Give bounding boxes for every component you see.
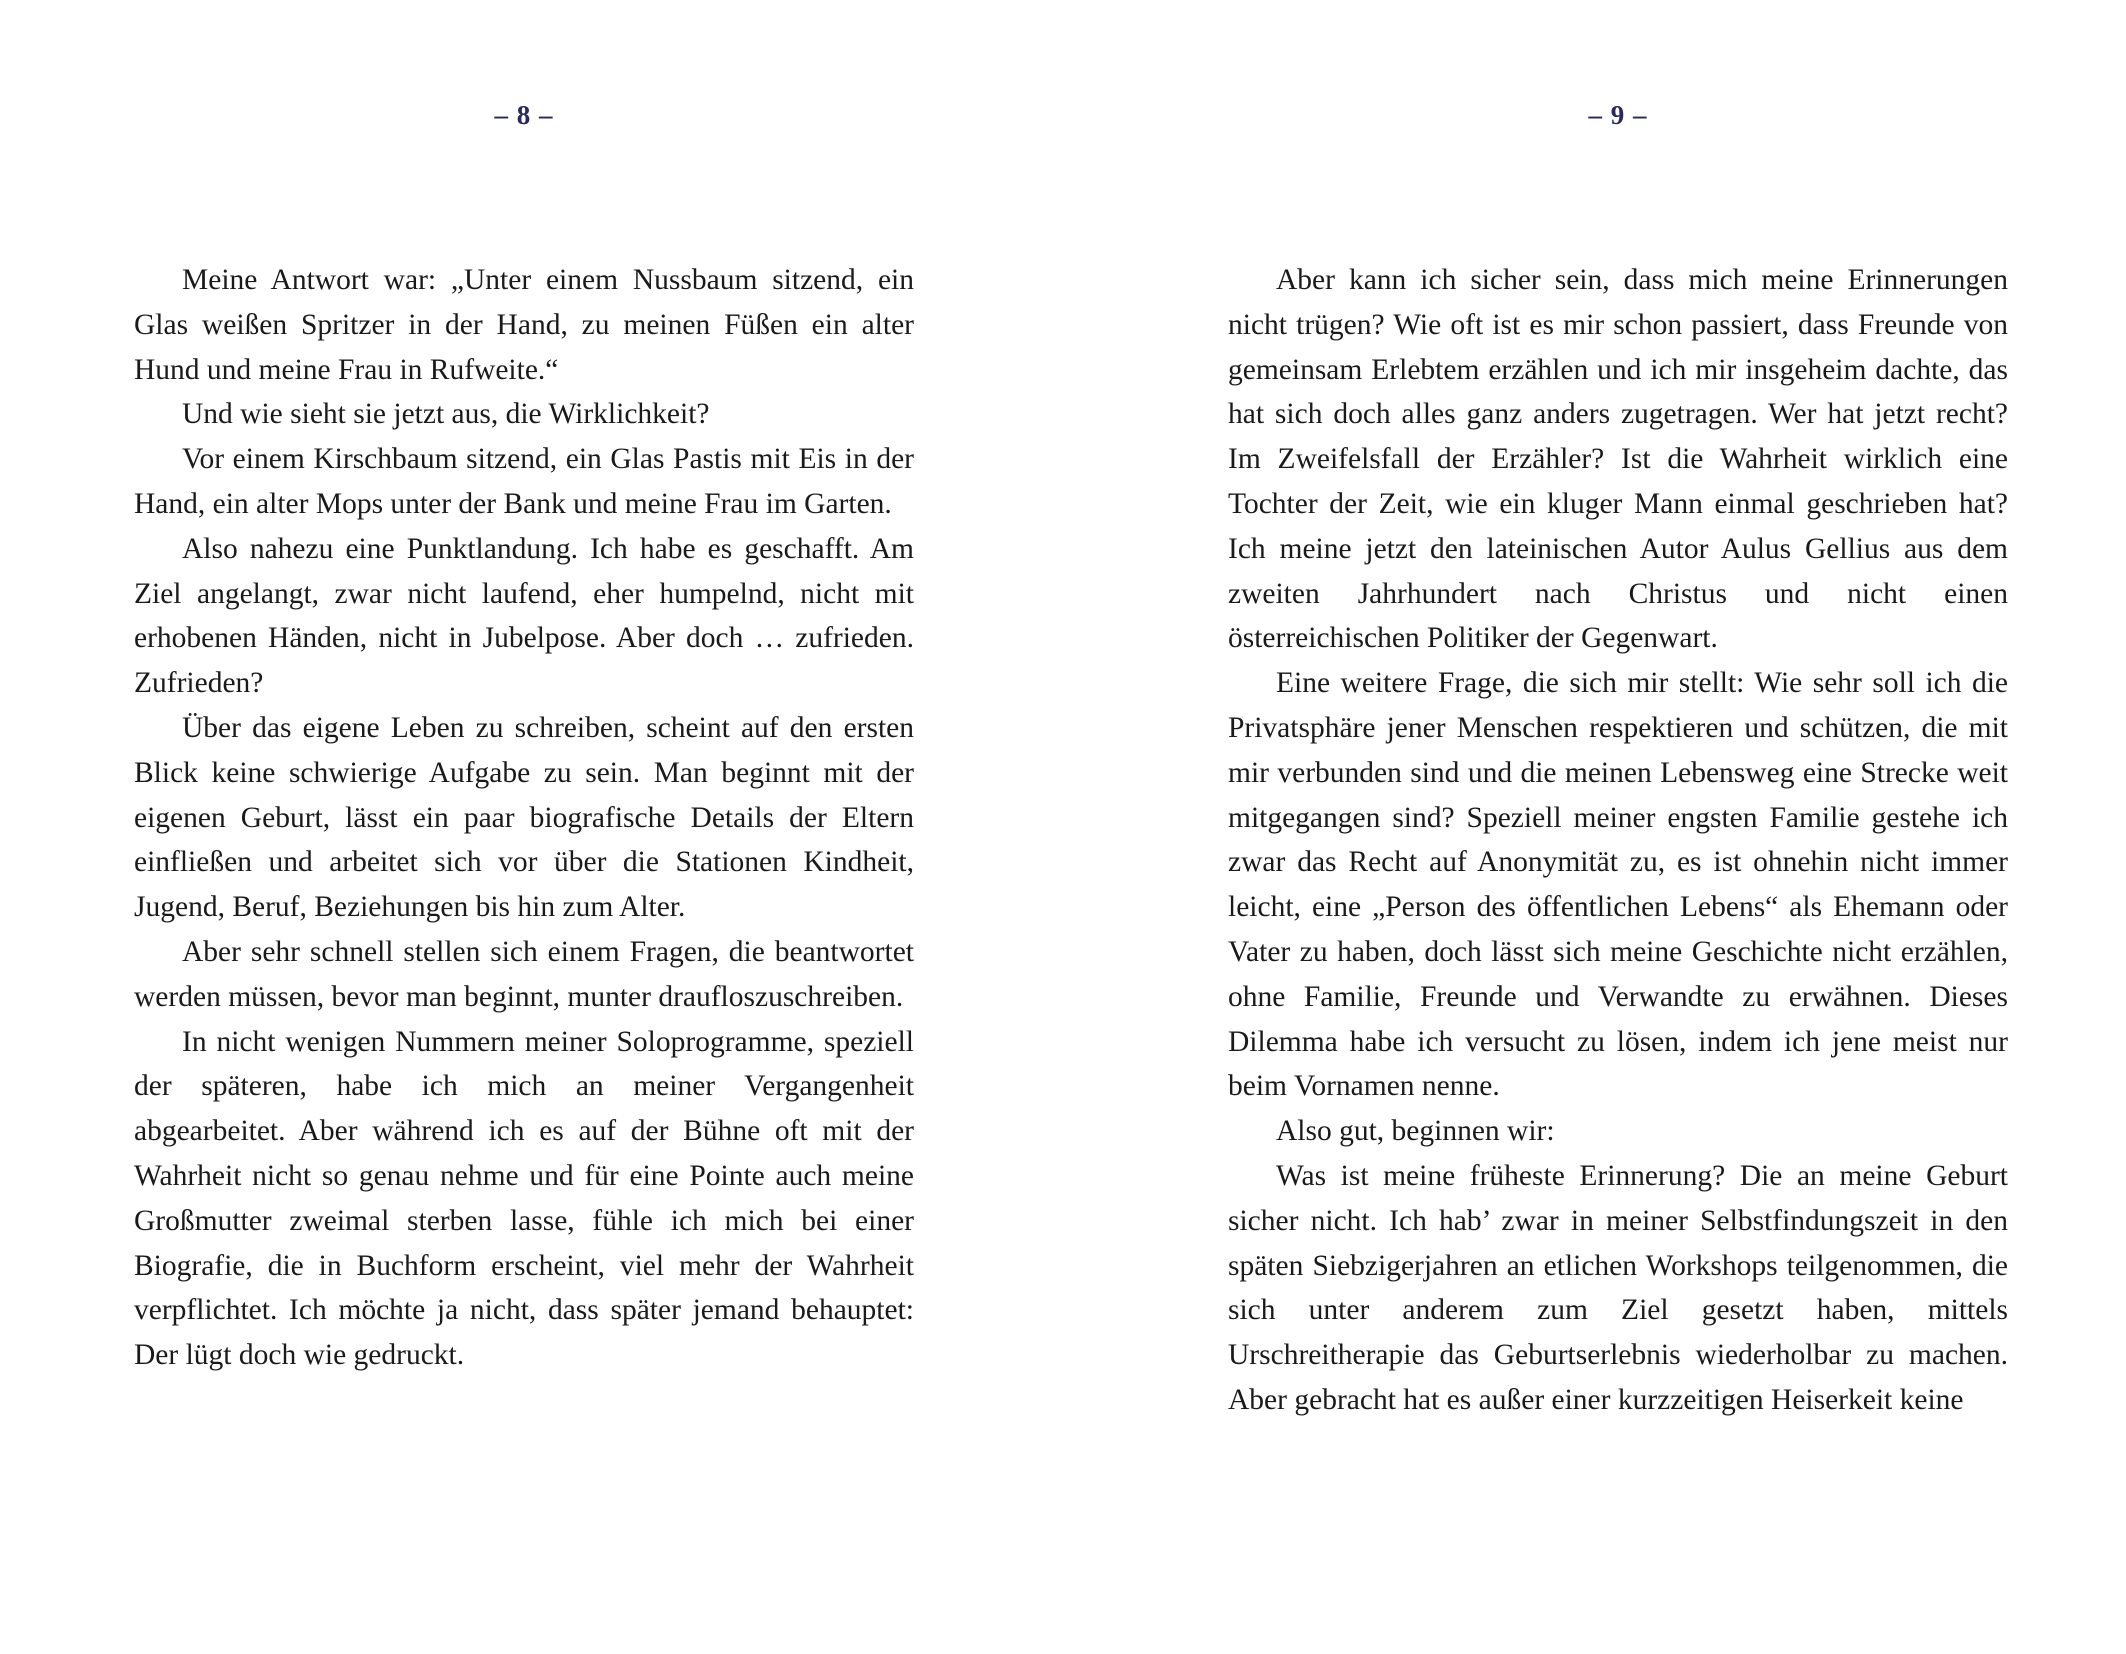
left-page xyxy=(134,0,914,1654)
paragraph: In nicht wenigen Nummern meiner Soloprogramme, speziell der späteren, habe ich mich an meiner Vergangenheit abgearbeitet. Aber während ich es auf der Bühne oft mit der Wahrheit nicht so genau nehme und für eine Pointe auch meine Großmutter zweimal sterben lasse, fühle ich mich bei einer Biografie, die in Buchform erscheint, viel mehr der Wahrheit verpflichtet. Ich möchte ja nicht, dass später jemand behauptet: Der lügt doch wie gedruckt. xyxy=(134,1025,914,1372)
paragraph: Aber kann ich sicher sein, dass mich meine Erinnerungen nicht trügen? Wie oft ist es mir schon passiert, dass Freunde von gemeinsam Erlebtem erzählen und ich mir insgeheim dachte, das hat sich doch alles ganz anders zugetragen. Wer hat jetzt recht? Im Zweifelsfall der Erzähler? Ist die Wahrheit wirklich eine Tochter der Zeit, wie ein kluger Mann einmal geschrieben hat? Ich meine jetzt den lateinischen Autor Aulus Gellius aus dem zweiten Jahrhundert nach Christus und nicht einen österreichischen Politiker der Gegenwart. xyxy=(1228,264,2008,655)
page-text xyxy=(134,258,914,1378)
paragraph: Meine Antwort war: „Unter einem Nussbaum sitzend, ein Glas weißen Spritzer in der Hand, zu meinen Füßen ein alter Hund und meine Frau in Rufweite.“ xyxy=(134,264,914,386)
paragraph: Über das eigene Leben zu schreiben, scheint auf den ersten Blick keine schwierige Aufgabe zu sein. Man beginnt mit der eigenen Geburt, lässt ein paar biografische Details der Eltern einfließen und arbeitet sich vor über die Stationen Kindheit, Jugend, Beruf, Beziehungen bis hin zum Alter. xyxy=(134,711,914,924)
paragraph: Also nahezu eine Punktlandung. Ich habe es geschafft. Am Ziel angelangt, zwar nicht laufend, eher humpelnd, nicht mit erhobenen Händen, nicht in Jubelpose. Aber doch … zufrieden. Zufrieden? xyxy=(134,532,914,700)
paragraph: Und wie sieht sie jetzt aus, die Wirklichkeit? xyxy=(182,398,710,431)
paragraph: Also gut, beginnen wir: xyxy=(1276,1115,1555,1148)
paragraph: Eine weitere Frage, die sich mir stellt: Wie sehr soll ich die Privatsphäre jener Menschen respektieren und schützen, die mit mir verbunden sind und die meinen Lebensweg eine Strecke weit mitgegangen sind? Speziell meiner engsten Familie gestehe ich zwar das Recht auf Anonymität zu, es ist ohnehin nicht immer leicht, eine „Person des öffentlichen Lebens“ als Ehemann oder Vater zu haben, doch lässt sich meine Geschichte nicht erzählen, ohne Familie, Freunde und Verwandte zu erwähnen. Dieses Dilemma habe ich versucht zu lösen, indem ich jene meist nur beim Vornamen nenne. xyxy=(1228,667,2008,1103)
page-number: – 9 – xyxy=(1588,100,1648,130)
paragraph: Was ist meine früheste Erinnerung? Die an meine Geburt sicher nicht. Ich hab’ zwar in meiner Selbstfindungszeit in den späten Siebzigerjahren an etlichen Workshops teilgenommen, die sich unter anderem zum Ziel gesetzt haben, mittels Urschreitherapie das Geburtserlebnis wiederholbar zu machen. Aber gebracht hat es außer einer kurzzeitigen Heiserkeit keine xyxy=(1228,1159,2008,1416)
page-text xyxy=(1228,258,2008,1423)
page-number: – 8 – xyxy=(494,100,554,130)
paragraph: Vor einem Kirschbaum sitzend, ein Glas Pastis mit Eis in der Hand, ein alter Mops unter der Bank und meine Frau im Garten. xyxy=(134,443,914,520)
paragraph: Aber sehr schnell stellen sich einem Fragen, die beantwortet werden müssen, bevor man beginnt, munter draufloszuschreiben. xyxy=(134,935,914,1013)
right-page xyxy=(1228,0,2008,1654)
